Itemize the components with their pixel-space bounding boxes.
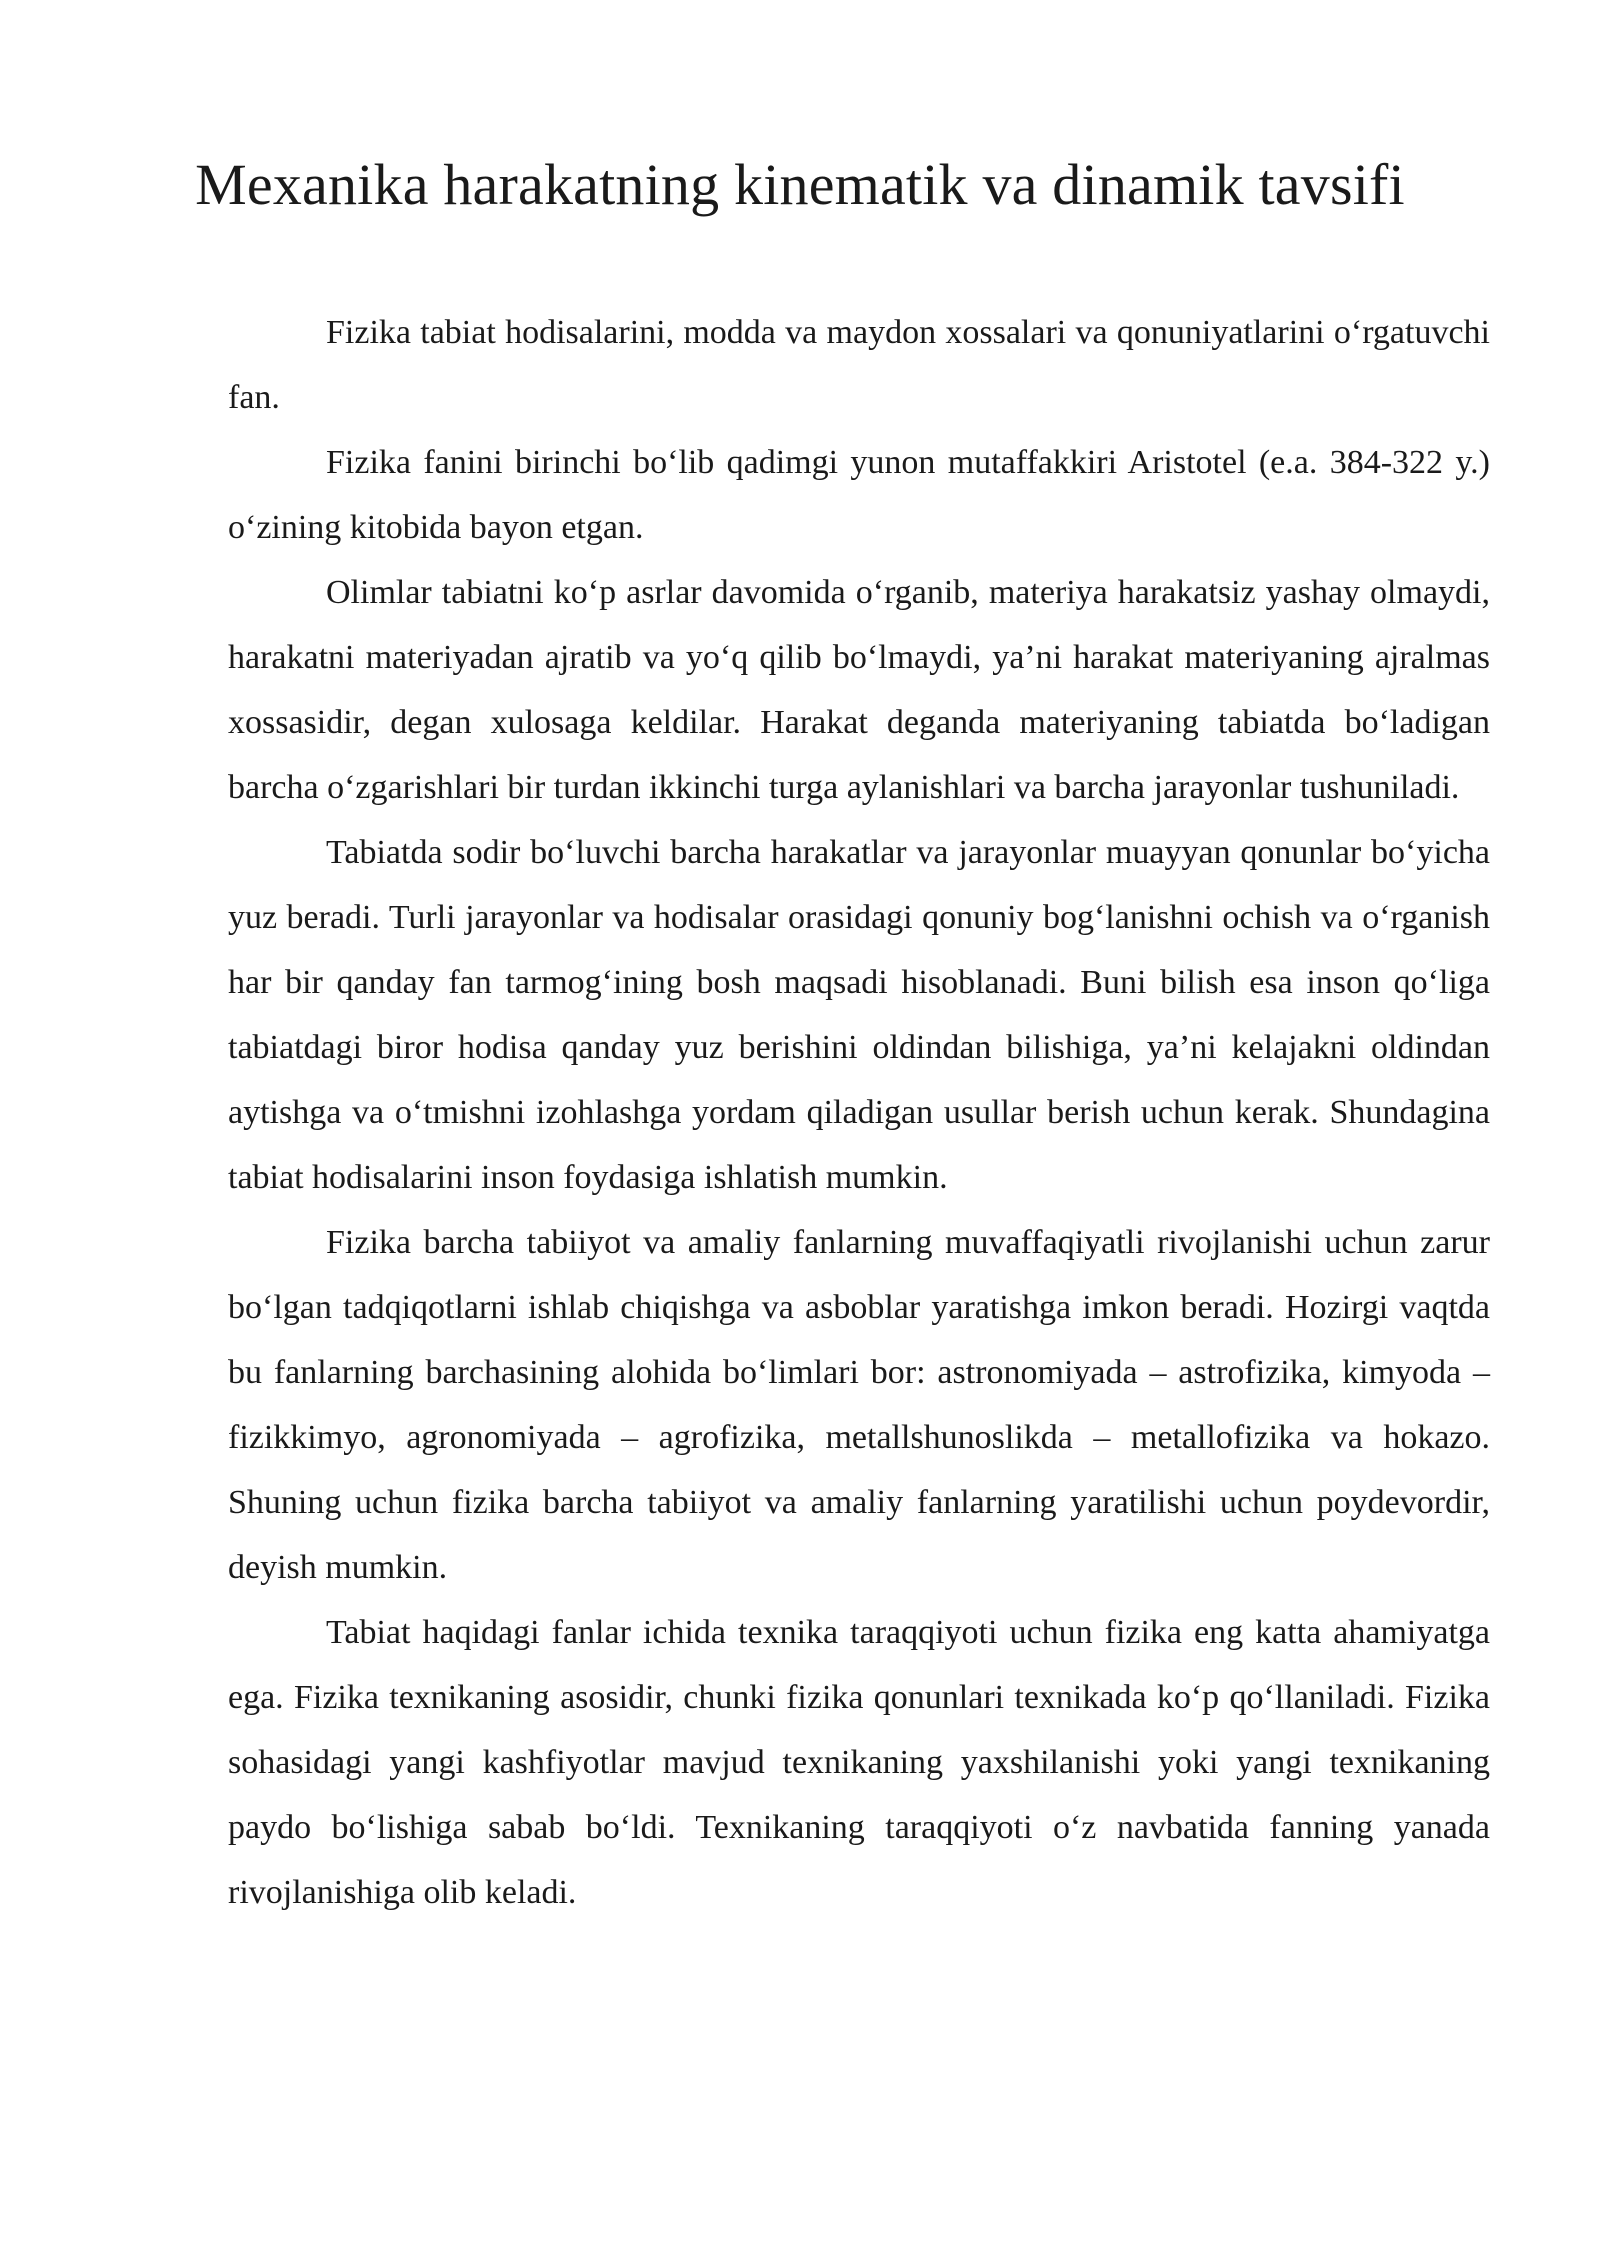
paragraph-5: Fizika barcha tabiiyot va amaliy fanlarning muvaffaqiyatli rivojlanishi uchun zarur bo‘lgan tadqiqotlarni ishlab chiqishga va asboblar yaratishga imkon beradi. Hozirgi vaqtda bu fanlarning barchasining alohida bo‘limlari bor: astronomiyada – astrofizika, kimyoda – fizikkimyo, agronomiyada – agrofizika, metallshunoslikda – metallofizika va hokazo. Shuning uchun fizika barcha tabiiyot va amaliy fanlarning yaratilishi uchun poydevordir, deyish mumkin.	[228, 1224, 1490, 1586]
paragraph-3: Olimlar tabiatni ko‘p asrlar davomida o‘rganib, materiya harakatsiz yashay olmaydi, harakatni materiyadan ajratib va yo‘q qilib bo‘lmaydi, ya’ni harakat materiyaning ajralmas xossasidir, degan xulosaga keldilar. Harakat deganda materiyaning tabiatda bo‘ladigan barcha o‘zgarishlari bir turdan ikkinchi turga aylanishlari va barcha jarayonlar tushuniladi.	[228, 574, 1490, 806]
paragraph-2: Fizika fanini birinchi bo‘lib qadimgi yunon mutaffakkiri Aristotel (e.a. 384-322 y.) o‘zining kitobida bayon etgan.	[228, 444, 1490, 546]
paragraph-6: Tabiat haqidagi fanlar ichida texnika taraqqiyoti uchun fizika eng katta ahamiyatga ega. Fizika texnikaning asosidir, chunki fizika qonunlari texnikada ko‘p qo‘llaniladi. Fizika sohasidagi yangi kashfiyotlar mavjud texnikaning yaxshilanishi yoki yangi texnikaning paydo bo‘lishiga sabab bo‘ldi. Texnikaning taraqqiyoti o‘z navbatida fanning yanada rivojlanishiga olib keladi.	[228, 1614, 1490, 1911]
document-body	[228, 300, 1490, 1925]
paragraph-1: Fizika tabiat hodisalarini, modda va maydon xossalari va qonuniyatlarini o‘rgatuvchi fan.	[228, 314, 1490, 416]
document-title: Mexanika harakatning kinematik va dinamik tavsifi	[195, 152, 1405, 217]
paragraph-4: Tabiatda sodir bo‘luvchi barcha harakatlar va jarayonlar muayyan qonunlar bo‘yicha yuz beradi. Turli jarayonlar va hodisalar orasidagi qonuniy bog‘lanishni ochish va o‘rganish har bir qanday fan tarmog‘ining bosh maqsadi hisoblanadi. Buni bilish esa inson qo‘liga tabiatdagi biror hodisa qanday yuz berishini oldindan bilishiga, ya’ni kelajakni oldindan aytishga va o‘tmishni izohlashga yordam qiladigan usullar berish uchun kerak. Shundagina tabiat hodisalarini inson foydasiga ishlatish mumkin.	[228, 834, 1490, 1196]
